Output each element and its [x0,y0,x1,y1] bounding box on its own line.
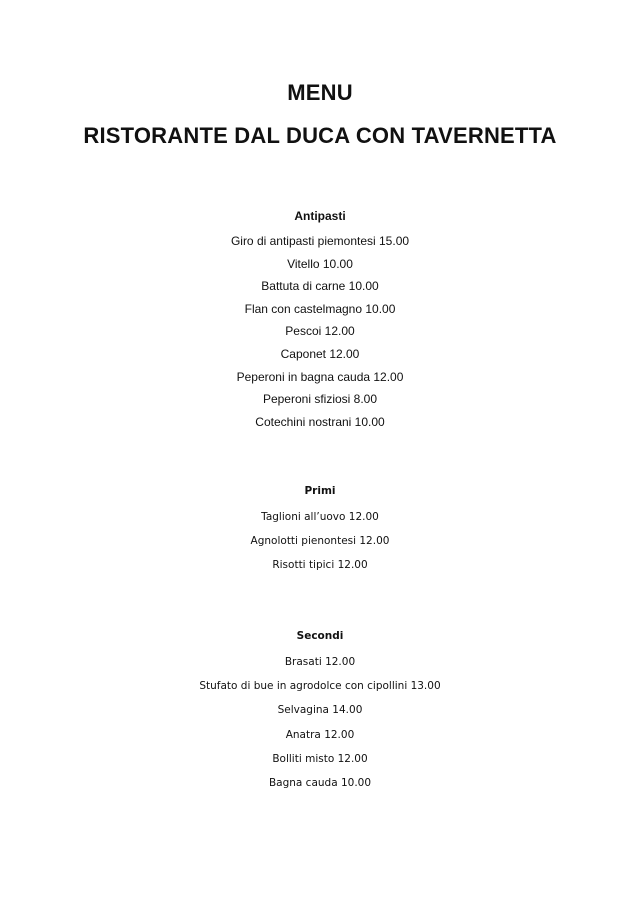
menu-item: Risotti tipici 12.00 [272,559,368,572]
menu-item: Caponet 12.00 [280,346,360,361]
menu-item: Flan con castelmagno 10.00 [244,301,396,316]
menu-item: Giro di antipasti piemontesi 15.00 [230,234,410,248]
section-heading-primi: Primi [304,485,336,497]
restaurant-name: RISTORANTE DAL DUCA CON TAVERNETTA [83,123,557,148]
menu-item: Pescoi 12.00 [285,324,355,339]
antipasti-list [0,230,640,433]
menu-item: Taglioni all’uovo 12.00 [261,511,379,523]
menu-item: Cotechini nostrani 10.00 [255,414,385,429]
menu-item: Agnolotti pienontesi 12.00 [250,535,390,548]
secondi-list [0,650,640,795]
menu-item: Stufato di bue in agrodolce con cipollini 13.00 [199,680,441,693]
menu-item: Battuta di carne 10.00 [261,279,379,294]
section-heading-secondi: Secondi [296,630,344,642]
section-secondi [0,626,640,795]
primi-list [0,505,640,578]
section-heading-antipasti: Antipasti [294,209,346,223]
menu-item: Brasati 12.00 [284,656,356,668]
menu-item: Bagna cauda 10.00 [268,776,372,789]
menu-item: Selvagina 14.00 [277,704,363,717]
menu-item: Vitello 10.00 [287,256,353,271]
menu-item: Bolliti misto 12.00 [272,752,368,765]
section-antipasti [0,206,640,433]
menu-item: Anatra 12.00 [285,728,355,741]
menu-item: Peperoni sfiziosi 8.00 [262,392,378,407]
menu-title: MENU [287,80,353,105]
section-primi [0,481,640,578]
menu-item: Peperoni in bagna cauda 12.00 [236,369,404,384]
